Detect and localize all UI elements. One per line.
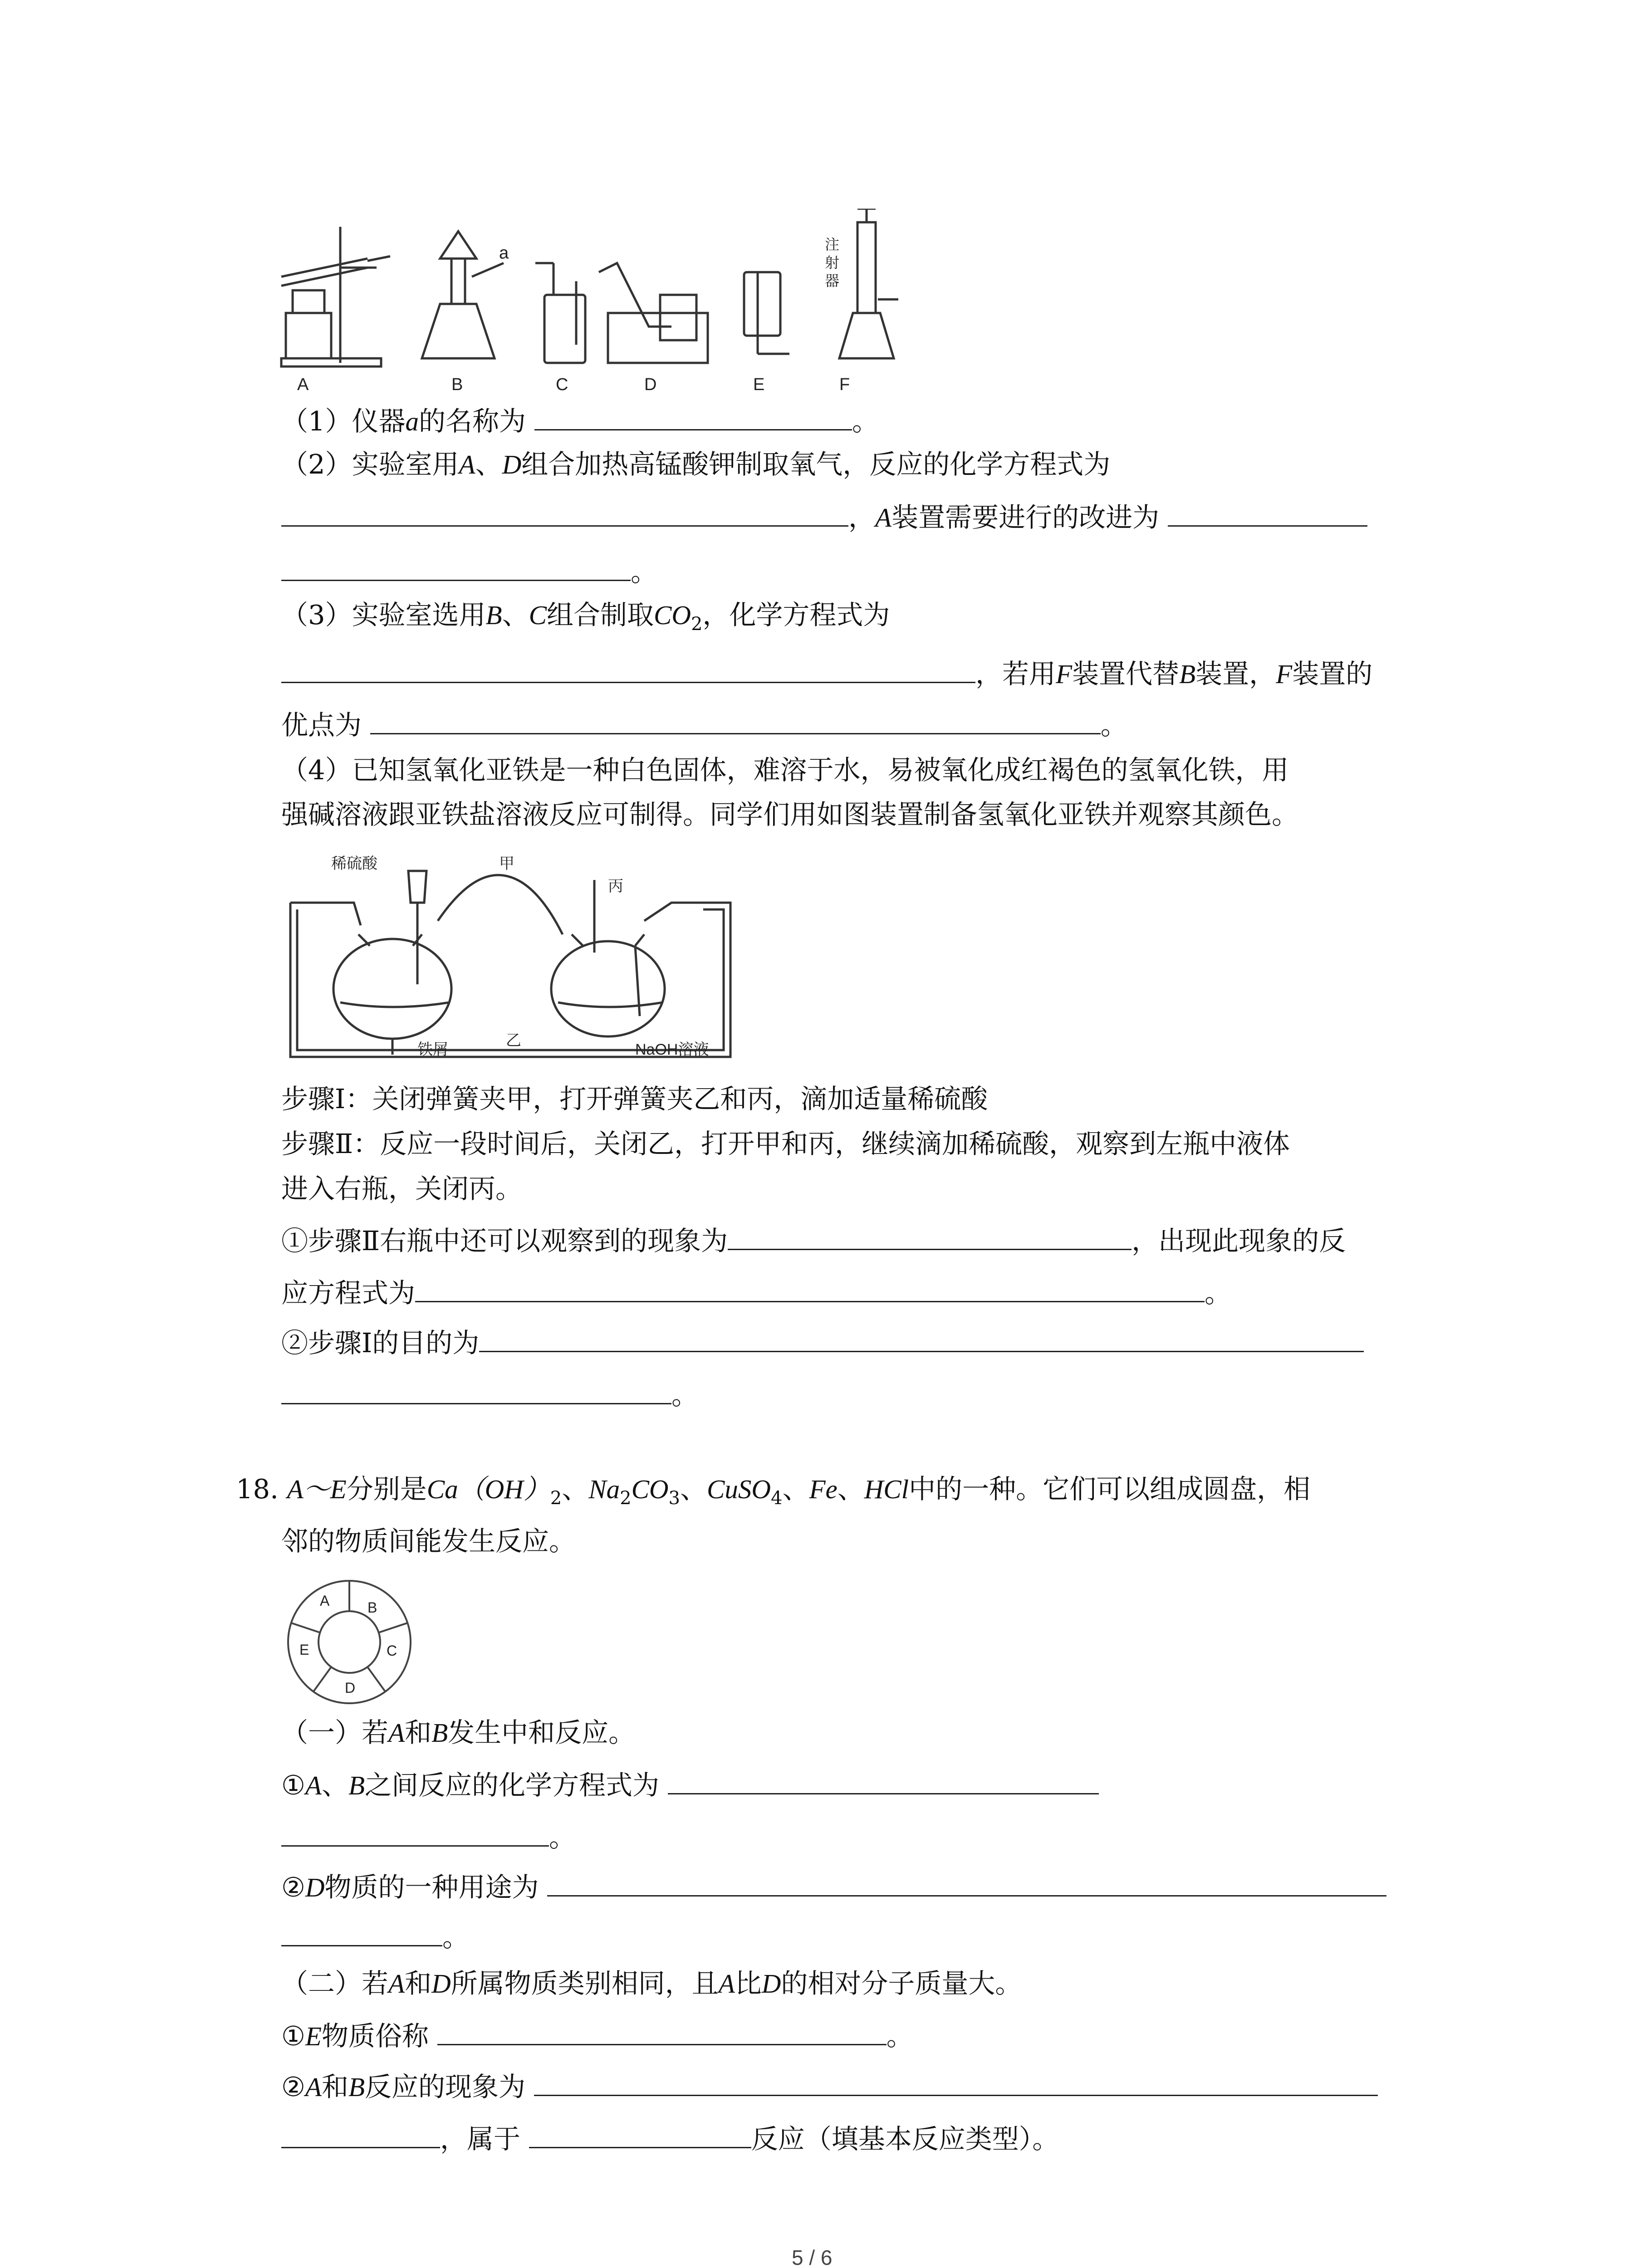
q17-part2-line3: 。 [281,553,657,589]
ferrous-hydroxide-setup-figure [281,853,744,1075]
q17-part2: （2）实验室用A、D组合加热高锰酸钾制取氧气，反应的化学方程式为 [281,449,1111,480]
apparatus-label-a: A [297,375,309,394]
label-dilute-sulfuric-acid: 稀硫酸 [331,855,377,872]
apparatus-label-f: F [839,375,850,394]
question-number: 18. [236,1473,279,1505]
answer-blank[interactable] [281,655,975,683]
q17-part4-line2: 强碱溶液跟亚铁盐溶液反应可制得。同学们用如图装置制备氢氧化亚铁并观察其颜色。 [281,799,1299,830]
q17-part3-line3: 优点为 。 [281,707,1127,743]
apparatus-label-d: D [644,375,657,394]
answer-blank[interactable] [547,1869,1386,1897]
answer-blank[interactable] [370,707,1101,734]
answer-blank[interactable] [728,1222,1132,1250]
q18-part2-q2: ②A和B反应的现象为 [281,2068,1378,2104]
q18-line1: 18. A～E分别是$Ca(OH)_2$、$Na_2CO_3$、CuSO$_4$、Fe、HCl中的一种。它们可以组成圆盘，相 [236,1473,1311,1509]
q17-part3: （3）实验室选用B、C组合制取$CO_2$，化学方程式为 [281,599,890,635]
q18-part2-q2-line2: ，属于 反应（填基本反应类型）。 [281,2121,1059,2156]
step-2-line2: 进入右瓶，关闭丙。 [281,1173,523,1204]
wheel-label-d: D [345,1680,356,1696]
step-1: 步骤Ⅰ：关闭弹簧夹甲，打开弹簧夹乙和丙，滴加适量稀硫酸 [281,1083,988,1114]
q17-sub1: ①步骤Ⅱ右瓶中还可以观察到的现象为 ，出现此现象的反 [281,1222,1346,1258]
answer-blank[interactable] [281,2121,440,2148]
label-clip-jia: 甲 [499,855,514,872]
answer-blank[interactable] [534,2068,1378,2096]
answer-blank[interactable] [415,1275,1205,1302]
syringe-label-2: 射 [825,254,840,271]
q17-part3-line2: ，若用F装置代替B装置，F装置的 [281,655,1372,691]
q18-part1-q1: ①A、B之间反应的化学方程式为 [281,1767,1099,1803]
substance-wheel-figure [281,1574,417,1710]
page-number: 5 / 6 [792,2246,833,2268]
q18-part2: （二）若A和D所属物质类别相同，且A比D的相对分子质量大。 [281,1968,1022,1999]
answer-blank[interactable] [437,2018,887,2045]
q18-part1-q2: ②D物质的一种用途为 [281,1869,1386,1905]
apparatus-label-c: C [556,375,568,394]
apparatus-label-b: B [451,375,463,394]
q17-part4-line1: （4）已知氢氧化亚铁是一种白色固体，难溶于水，易被氧化成红褐色的氢氧化铁，用 [281,754,1289,786]
wheel-label-b: B [367,1599,377,1616]
label-naoh-solution: NaOH溶液 [635,1041,709,1058]
answer-blank[interactable] [281,1819,549,1847]
step-2-line1: 步骤Ⅱ：反应一段时间后，关闭乙，打开甲和丙，继续滴加稀硫酸，观察到左瓶中液体 [281,1128,1290,1159]
answer-blank[interactable] [281,1919,442,1946]
q17-part2-line2: ，A装置需要进行的改进为 [281,499,1367,535]
wheel-label-a: A [320,1593,330,1609]
wheel-label-c: C [387,1642,397,1659]
q17-sub2: ②步骤Ⅰ的目的为 [281,1325,1364,1360]
q17-sub1-line2: 应方程式为 。 [281,1275,1231,1310]
apparatus-label-e: E [753,375,765,394]
label-clip-yi: 乙 [506,1032,521,1049]
q17-sub2-line2: 。 [281,1377,698,1413]
q18-part2-q1: ①E物质俗称 。 [281,2018,913,2053]
answer-blank[interactable] [281,1377,671,1404]
label-clip-bing: 丙 [608,878,623,895]
answer-blank[interactable] [281,553,631,581]
q18-line2: 邻的物质间能发生反应。 [281,1525,576,1557]
answer-blank[interactable] [281,499,848,527]
q17-part1: （1）仪器a的名称为 。 [281,403,879,439]
syringe-label-1: 注 [825,236,840,253]
instrument-a-label: a [499,244,509,263]
q18-part1-q2-line2: 。 [281,1919,469,1955]
syringe-label-3: 器 [825,273,840,289]
label-iron-filings: 铁屑 [417,1041,448,1058]
answer-blank[interactable] [479,1325,1364,1352]
wheel-label-e: E [299,1642,309,1658]
apparatus-figure [272,209,930,399]
answer-blank[interactable] [529,2121,751,2148]
q18-part1-q1-line2: 。 [281,1819,576,1855]
answer-blank[interactable] [534,403,852,430]
answer-blank[interactable] [1168,499,1367,527]
answer-blank[interactable] [668,1767,1099,1794]
q18-part1: （一）若A和B发生中和反应。 [281,1717,636,1748]
